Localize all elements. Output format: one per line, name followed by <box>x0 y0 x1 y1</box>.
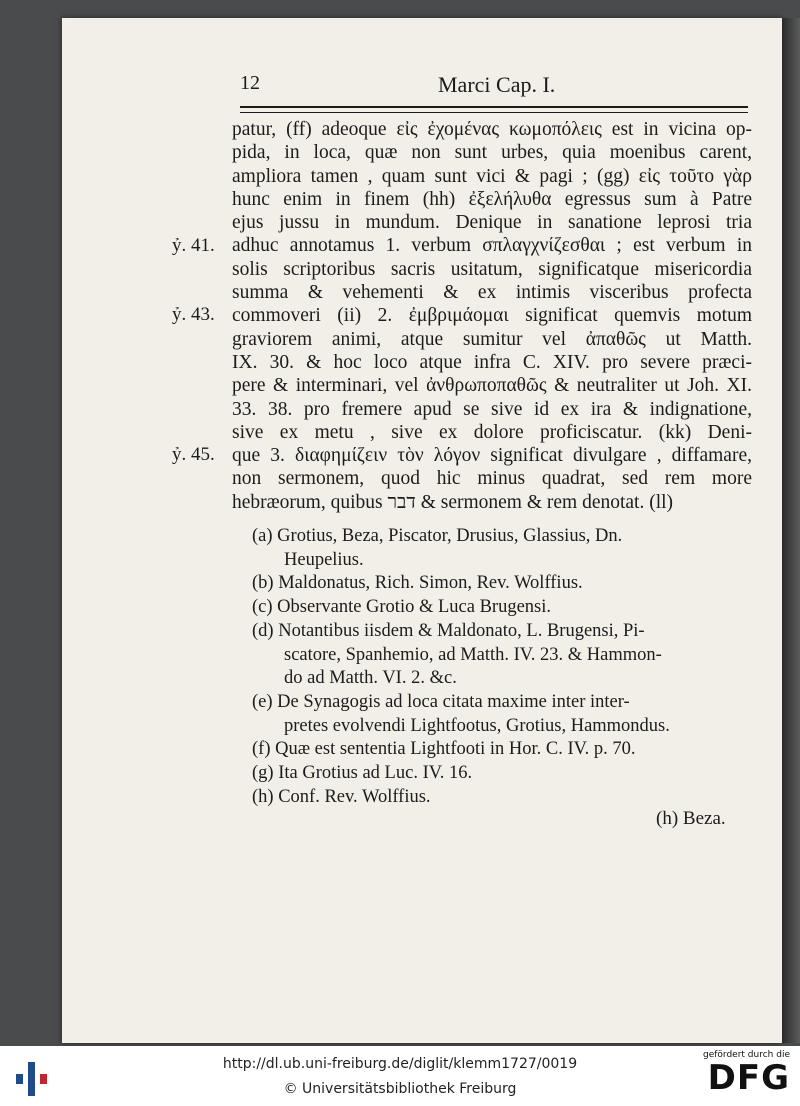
footnote <box>252 762 752 786</box>
footnote-text: De Synagogis ad loca citata maxime inter inter- <box>272 691 630 712</box>
dfg-tagline: gefördert durch die <box>703 1050 790 1060</box>
permalink[interactable]: http://dl.ub.uni-freiburg.de/diglit/klemm1727/0019 <box>222 1056 578 1072</box>
text-line: IX. 30. & hoc loco atque infra C. XIV. pro severe præci- <box>232 351 752 373</box>
viewer-footer <box>0 1046 800 1106</box>
page-number: 12 <box>240 72 260 94</box>
footnote-mark: (e) <box>252 691 273 712</box>
footnotes <box>252 525 752 809</box>
footnote-mark: (a) <box>252 526 273 546</box>
page-edge-shadow <box>782 18 800 1043</box>
verse-marker: ỷ. 45. <box>172 444 215 466</box>
dfg-logo <box>698 1050 790 1096</box>
main-text <box>232 118 752 514</box>
footnote <box>252 738 752 762</box>
text-line: solis scriptoribus sacris usitatum, significatque misericordia <box>232 258 752 280</box>
footnote-mark: (h) <box>252 786 274 807</box>
footnote-mark: (d) <box>252 620 274 641</box>
dfg-wordmark: DFG <box>707 1058 790 1098</box>
text-line: ampliora tamen , quam sunt vici & pagi ; (gg) εἰς τοῦτο γὰρ <box>232 165 752 187</box>
text-line: sive ex metu , sive ex dolore proficiscatur. (kk) Deni- <box>232 421 752 443</box>
footnote <box>252 620 752 667</box>
footnote-text: Ita Grotius ad Luc. IV. 16. <box>273 763 473 784</box>
text-line: 33. 38. pro fremere apud se sive id ex ira & indignatione, <box>232 398 752 420</box>
footnote-continuation: do ad Matth. VI. 2. &c. <box>284 668 457 689</box>
text-line: pere & interminari, vel ἀνθρωποπαθῶς & neutraliter ut Joh. XI. <box>232 375 752 397</box>
footnote-continuation: Heupelius. <box>284 549 364 570</box>
footnote <box>252 667 752 691</box>
text-line: graviorem animi, atque sumitur vel ἀπαθῶς ut Matth. <box>232 328 752 350</box>
text-line: ejus jussu in mundum. Denique in sanatione leprosi tria <box>232 212 752 234</box>
footnote <box>252 596 752 620</box>
text-line: commoveri (ii) 2. ἐμβριμάομαι significat quemvis motum <box>232 305 752 327</box>
footnote <box>252 572 752 596</box>
text-line: patur, (ff) adeoque εἰς ἐχομένας κωμοπόλεις est in vicina op- <box>232 119 752 140</box>
footnote-text: Quæ est sententia Lightfooti in Hor. C. IV. p. 70. <box>270 739 636 760</box>
copyright-notice: © Universitätsbibliothek Freiburg <box>283 1081 517 1097</box>
text-line: que 3. διαφημίζειν τὸν λόγον significat divulgare , diffamare, <box>232 445 752 467</box>
footnote-text: Maldonatus, Rich. Simon, Rev. Wolffius. <box>273 573 583 594</box>
footnote <box>252 691 752 738</box>
text-line: hunc enim in finem (hh) ἐξελήλυθα egressus sum à Patre <box>232 188 752 210</box>
footnote-text: Notantibus iisdem & Maldonato, L. Brugensi, Pi- <box>273 620 645 641</box>
text-line: hebræorum, quibus דבר & sermonem & rem denotat. (ll) <box>232 491 674 513</box>
header-rule <box>240 106 748 113</box>
footnote-mark: (b) <box>252 573 274 594</box>
footnote-text: Observante Grotio & Luca Brugensi. <box>272 597 552 618</box>
running-head: Marci Cap. I. <box>438 72 556 97</box>
footnote-mark: (c) <box>252 597 273 618</box>
footnote-continuation: scatore, Spanhemio, ad Matth. IV. 23. & Hammon- <box>284 644 662 665</box>
footnote <box>252 786 752 810</box>
text-line: pida, in loca, quæ non sunt urbes, quia moenibus carent, <box>232 142 752 164</box>
page-header <box>240 72 750 102</box>
footnote-mark: (g) <box>252 763 274 784</box>
verse-marker: ỷ. 41. <box>172 234 215 256</box>
footnote-continuation: pretes evolvendi Lightfootus, Grotius, Hammondus. <box>284 715 670 736</box>
text-line: non sermonem, quod hic minus quadrat, sed rem more <box>232 468 752 490</box>
text-line: summa & vehementi & ex intimis visceribus profecta <box>232 282 752 304</box>
catchword: (h) Beza. <box>656 808 726 829</box>
verse-marker: ỷ. 43. <box>172 304 215 326</box>
footnote-text: Conf. Rev. Wolffius. <box>273 786 431 807</box>
footnote <box>252 525 752 572</box>
footnote-text: Grotius, Beza, Piscator, Drusius, Glassius, Dn. <box>272 526 623 546</box>
text-line: adhuc annotamus 1. verbum σπλαγχνίζεσθαι ; est verbum in <box>232 235 752 257</box>
footnote-mark: (f) <box>252 739 271 760</box>
